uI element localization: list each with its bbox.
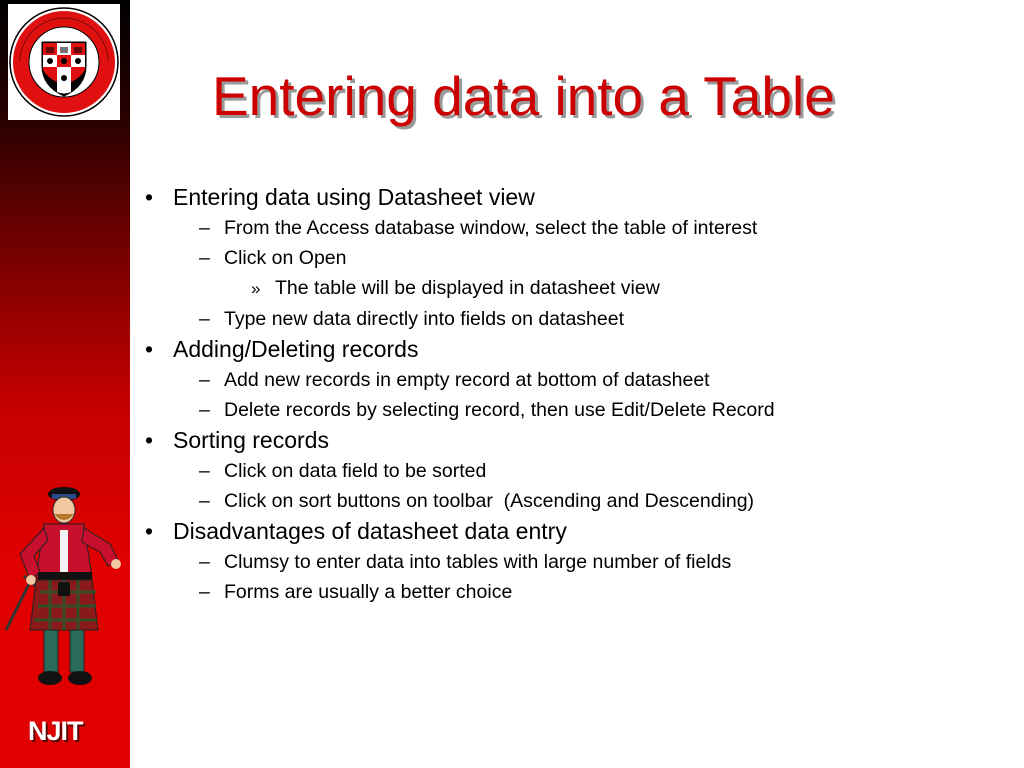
bullet-text: Disadvantages of datasheet data entry	[173, 518, 567, 544]
bullet-item-level2	[145, 395, 1015, 425]
bullet-text: Click on sort buttons on toolbar (Ascending and Descending)	[224, 490, 755, 512]
bullet-text: Adding/Deleting records	[173, 336, 419, 362]
bullet-marker: –	[199, 551, 210, 573]
bullet-item-level1	[145, 182, 1015, 213]
bullet-text: Click on data field to be sorted	[224, 460, 487, 482]
bullet-text: Delete records by selecting record, then use Edit/Delete Record	[224, 399, 775, 421]
bullet-text: Clumsy to enter data into tables with large number of fields	[224, 551, 732, 573]
bullet-marker: –	[199, 369, 210, 391]
bullet-marker: –	[199, 217, 210, 239]
bullet-item-level2	[145, 486, 1015, 516]
bullet-marker: •	[145, 336, 154, 362]
slide-title: Entering data into a Table	[212, 65, 835, 127]
bullet-text: Add new records in empty record at bottom of datasheet	[224, 369, 710, 391]
bullet-marker: –	[199, 247, 210, 269]
bullet-text: Click on Open	[224, 247, 347, 269]
bullet-text: Forms are usually a better choice	[224, 581, 513, 603]
sidebar-band	[0, 0, 130, 768]
bullet-text: From the Access database window, select the table of interest	[224, 217, 758, 239]
bullet-item-level1	[145, 334, 1015, 365]
bullet-item-level2	[145, 213, 1015, 243]
bullet-text: Entering data using Datasheet view	[173, 184, 535, 210]
bullet-item-level1	[145, 516, 1015, 547]
njit-logo-text: NJIT	[28, 716, 83, 746]
bullet-item-level1	[145, 425, 1015, 456]
njit-seal-icon	[8, 4, 120, 120]
bullet-outline	[145, 182, 1015, 607]
bullet-item-level2	[145, 243, 1015, 273]
bullet-marker: »	[251, 279, 261, 298]
bullet-marker: –	[199, 581, 210, 603]
bullet-item-level2	[145, 577, 1015, 607]
bullet-marker: –	[199, 399, 210, 421]
bullet-item-level2	[145, 547, 1015, 577]
bullet-marker: –	[199, 460, 210, 482]
bullet-text: The table will be displayed in datasheet view	[275, 277, 660, 299]
bullet-item-level2	[145, 456, 1015, 486]
bullet-text: Type new data directly into fields on datasheet	[224, 308, 624, 330]
bullet-marker: –	[199, 490, 210, 512]
bullet-marker: •	[145, 518, 154, 544]
bullet-item-level2	[145, 304, 1015, 334]
bullet-marker: –	[199, 308, 210, 330]
highlander-mascot-icon	[0, 480, 130, 702]
bullet-item-level3	[145, 273, 1015, 304]
bullet-marker: •	[145, 427, 154, 453]
bullet-marker: •	[145, 184, 154, 210]
bullet-item-level2	[145, 365, 1015, 395]
bullet-text: Sorting records	[173, 427, 329, 453]
